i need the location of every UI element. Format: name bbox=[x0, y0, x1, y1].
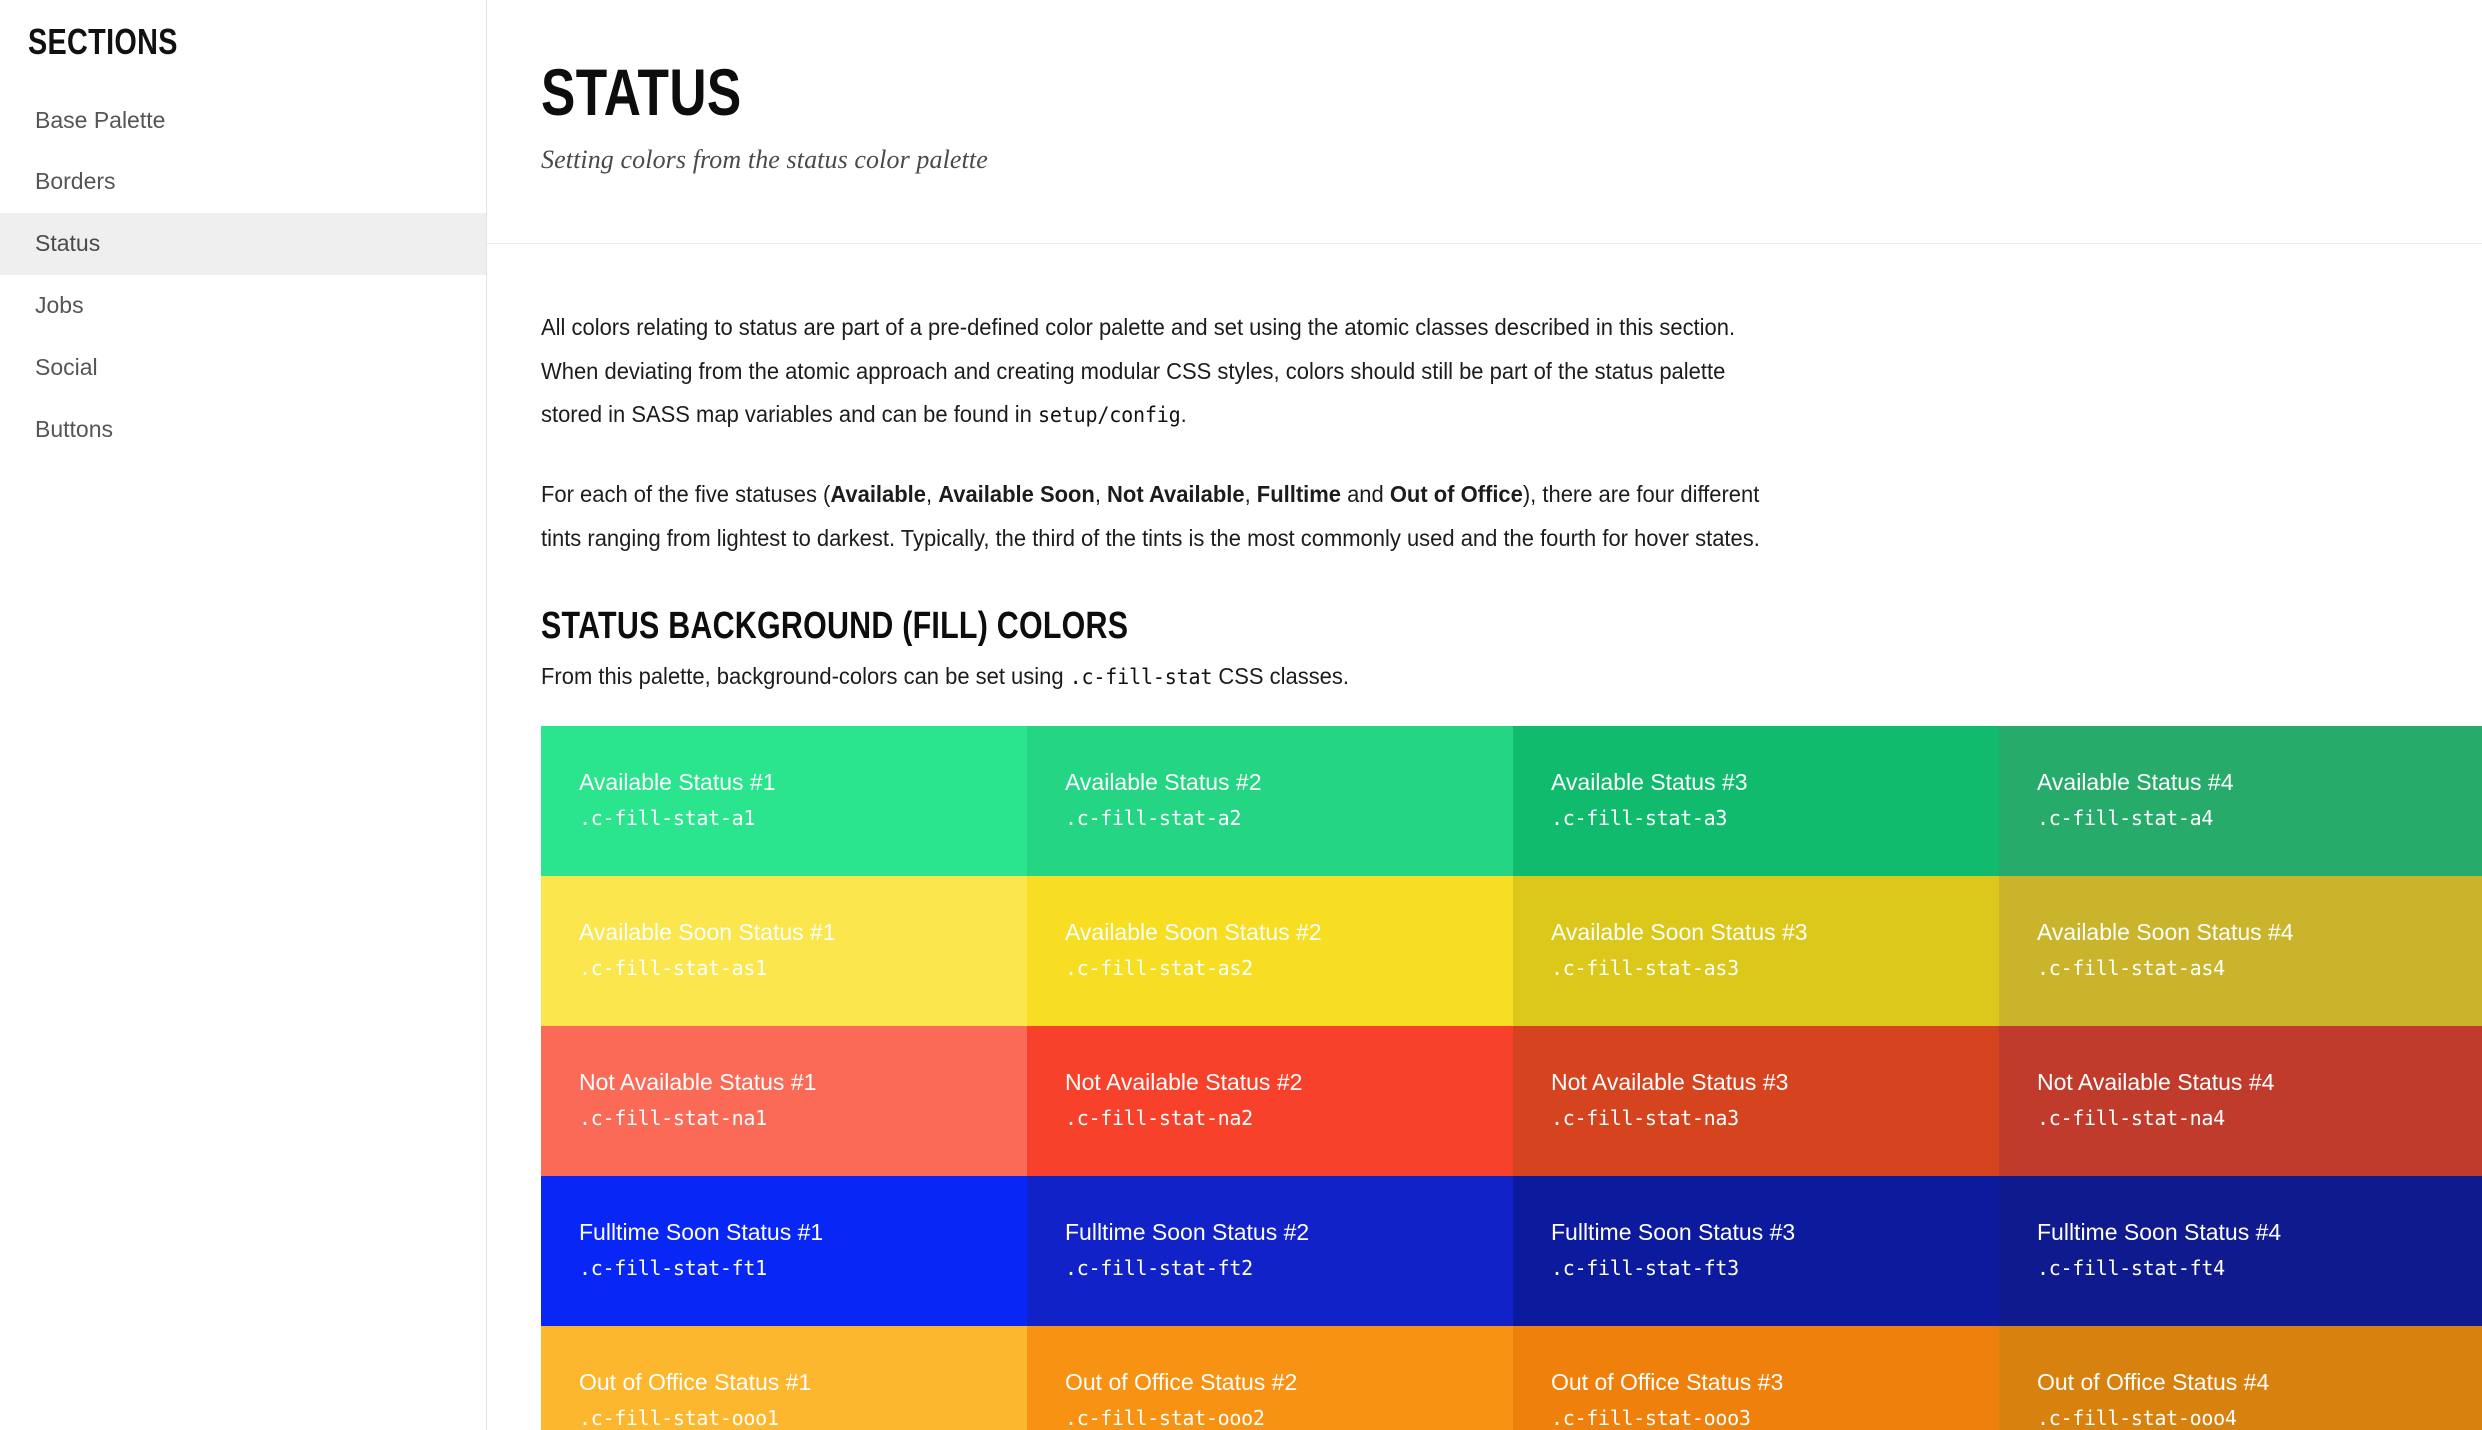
color-swatch bbox=[1999, 1026, 2482, 1176]
color-swatch-class: .c-fill-stat-na1 bbox=[579, 1105, 767, 1130]
color-swatch-label: Available Soon Status #3 bbox=[1551, 919, 1808, 946]
sidebar-item-status[interactable]: Status bbox=[0, 213, 486, 275]
color-swatch-label: Out of Office Status #1 bbox=[579, 1369, 812, 1396]
color-swatch bbox=[1027, 1026, 1513, 1176]
color-swatch-class: .c-fill-stat-na4 bbox=[2037, 1105, 2225, 1130]
color-swatch-class: .c-fill-stat-ft4 bbox=[2037, 1255, 2225, 1280]
color-swatch-label: Not Available Status #4 bbox=[2037, 1069, 2275, 1096]
color-swatch-class: .c-fill-stat-ooo1 bbox=[579, 1405, 779, 1430]
color-swatch-label: Available Soon Status #1 bbox=[579, 919, 836, 946]
color-swatch-class: .c-fill-stat-ft2 bbox=[1065, 1255, 1253, 1280]
color-swatch-class: .c-fill-stat-as2 bbox=[1065, 955, 1253, 980]
color-swatch bbox=[541, 726, 1027, 876]
sep-2: , bbox=[1094, 481, 1108, 508]
color-swatch-label: Not Available Status #1 bbox=[579, 1069, 817, 1096]
status-name-available: Available bbox=[830, 481, 926, 508]
color-swatch-label: Out of Office Status #4 bbox=[2037, 1369, 2270, 1396]
color-swatch bbox=[541, 876, 1027, 1026]
statuses-paragraph bbox=[541, 473, 1773, 560]
page-title: STATUS bbox=[541, 55, 742, 129]
color-swatch-label: Fulltime Soon Status #2 bbox=[1065, 1219, 1310, 1246]
color-swatch-label: Available Status #3 bbox=[1551, 769, 1748, 796]
status-color-swatch-grid bbox=[541, 726, 2482, 1430]
color-swatch bbox=[1999, 1176, 2482, 1326]
statuses-lead: For each of the five statuses ( bbox=[541, 481, 831, 508]
color-swatch bbox=[1513, 1176, 1999, 1326]
color-swatch-label: Available Soon Status #2 bbox=[1065, 919, 1322, 946]
color-swatch-label: Not Available Status #2 bbox=[1065, 1069, 1303, 1096]
page-header bbox=[487, 0, 2482, 244]
color-swatch bbox=[1027, 726, 1513, 876]
sidebar-item-borders[interactable]: Borders bbox=[35, 168, 116, 195]
sep-3: , bbox=[1244, 481, 1257, 508]
color-swatch bbox=[1999, 1326, 2482, 1430]
section-description-text-2: CSS classes. bbox=[1212, 663, 1349, 690]
color-swatch bbox=[541, 1176, 1027, 1326]
intro-paragraph bbox=[541, 306, 1773, 437]
color-swatch bbox=[1999, 876, 2482, 1026]
intro-paragraph-text-1: All colors relating to status are part of a pre-defined color palette and set using the atomic classes described in this section. When deviating from the atomic approach and creating modular CSS styles, colors should still be part of the status palette stored in SASS map variables and can be found in bbox=[541, 314, 1736, 428]
color-swatch bbox=[1513, 876, 1999, 1026]
inline-code-c-fill-stat: .c-fill-stat bbox=[1069, 665, 1213, 690]
inline-code-setup-config: setup/config bbox=[1037, 403, 1181, 428]
sep-4: and bbox=[1340, 481, 1390, 508]
sep-1: , bbox=[925, 481, 939, 508]
color-swatch bbox=[1513, 1026, 1999, 1176]
color-swatch bbox=[1999, 726, 2482, 876]
status-name-out-of-office: Out of Office bbox=[1389, 481, 1523, 508]
color-swatch-class: .c-fill-stat-na2 bbox=[1065, 1105, 1253, 1130]
color-swatch-class: .c-fill-stat-as1 bbox=[579, 955, 767, 980]
color-swatch-class: .c-fill-stat-ooo2 bbox=[1065, 1405, 1265, 1430]
color-swatch-label: Available Status #2 bbox=[1065, 769, 1262, 796]
color-swatch bbox=[1027, 1176, 1513, 1326]
main-content bbox=[487, 0, 2482, 1430]
color-swatch-label: Available Status #1 bbox=[579, 769, 776, 796]
color-swatch bbox=[541, 1026, 1027, 1176]
status-name-not-available: Not Available bbox=[1107, 481, 1245, 508]
color-swatch-class: .c-fill-stat-ft3 bbox=[1551, 1255, 1739, 1280]
color-swatch-class: .c-fill-stat-ooo4 bbox=[2037, 1405, 2237, 1430]
color-swatch-label: Out of Office Status #2 bbox=[1065, 1369, 1298, 1396]
color-swatch-label: Not Available Status #3 bbox=[1551, 1069, 1789, 1096]
color-swatch-label: Fulltime Soon Status #3 bbox=[1551, 1219, 1796, 1246]
color-swatch bbox=[1027, 876, 1513, 1026]
sidebar-item-jobs[interactable]: Jobs bbox=[35, 292, 84, 319]
color-swatch-class: .c-fill-stat-ft1 bbox=[579, 1255, 767, 1280]
color-swatch-label: Available Soon Status #4 bbox=[2037, 919, 2294, 946]
color-swatch-class: .c-fill-stat-as3 bbox=[1551, 955, 1739, 980]
color-swatch bbox=[1513, 726, 1999, 876]
color-swatch-class: .c-fill-stat-as4 bbox=[2037, 955, 2225, 980]
status-name-available-soon: Available Soon bbox=[938, 481, 1095, 508]
page-subtitle: Setting colors from the status color palette bbox=[541, 145, 988, 175]
sidebar bbox=[0, 0, 487, 1430]
color-swatch-class: .c-fill-stat-ooo3 bbox=[1551, 1405, 1751, 1430]
color-swatch-class: .c-fill-stat-a1 bbox=[579, 805, 756, 830]
color-swatch-label: Fulltime Soon Status #4 bbox=[2037, 1219, 2282, 1246]
sidebar-nav bbox=[0, 90, 486, 461]
sidebar-item-social[interactable]: Social bbox=[35, 354, 98, 381]
color-swatch-label: Fulltime Soon Status #1 bbox=[579, 1219, 824, 1246]
color-swatch-class: .c-fill-stat-a3 bbox=[1551, 805, 1728, 830]
color-swatch-class: .c-fill-stat-a4 bbox=[2037, 805, 2214, 830]
color-swatch bbox=[1027, 1326, 1513, 1430]
sidebar-title: SECTIONS bbox=[28, 21, 178, 62]
color-swatch-class: .c-fill-stat-a2 bbox=[1065, 805, 1242, 830]
color-swatch bbox=[541, 1326, 1027, 1430]
status-name-fulltime: Fulltime bbox=[1256, 481, 1341, 508]
intro-paragraph-text-2: . bbox=[1180, 401, 1187, 428]
section-description-text-1: From this palette, background-colors can be set using bbox=[541, 663, 1070, 690]
content-body bbox=[487, 306, 2482, 1430]
statuses-tail: ), there are four different tints ranging from lightest to darkest. Typically, the third of the tints is the most commonly used and the fourth for hover states. bbox=[541, 481, 1760, 551]
section-description bbox=[541, 663, 2395, 690]
section-heading-fill-colors: STATUS BACKGROUND (FILL) COLORS bbox=[541, 605, 1129, 648]
color-swatch-label: Out of Office Status #3 bbox=[1551, 1369, 1784, 1396]
sidebar-item-buttons[interactable]: Buttons bbox=[35, 416, 113, 443]
color-swatch bbox=[1513, 1326, 1999, 1430]
color-swatch-class: .c-fill-stat-na3 bbox=[1551, 1105, 1739, 1130]
sidebar-item-base-palette[interactable]: Base Palette bbox=[35, 106, 166, 133]
color-swatch-label: Available Status #4 bbox=[2037, 769, 2234, 796]
